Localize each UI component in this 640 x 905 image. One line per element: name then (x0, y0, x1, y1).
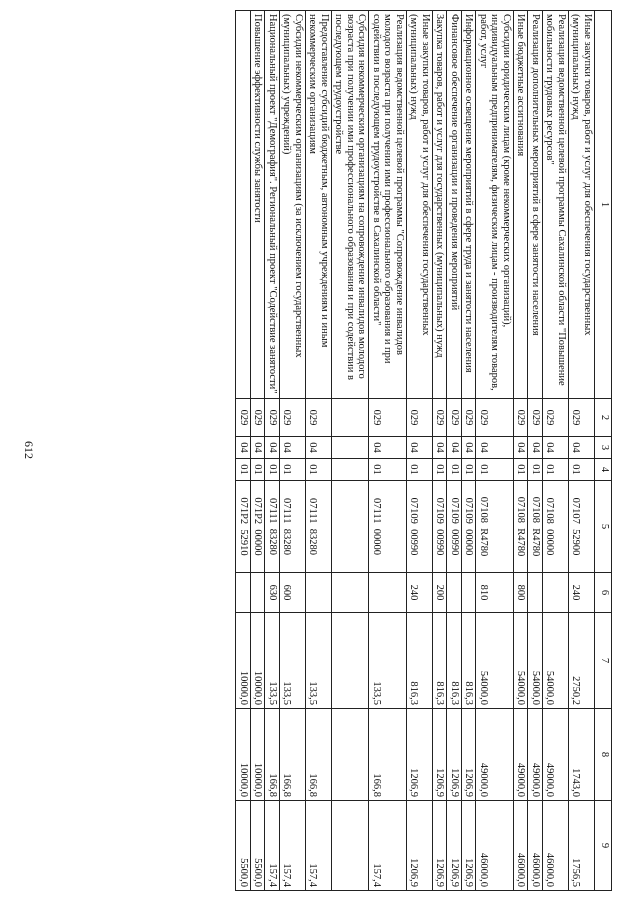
amount-year-1: 54000,0 (476, 613, 514, 709)
column-header: 8 (595, 709, 612, 801)
target-article-code: 07111 00000 (369, 481, 407, 573)
amount-year-1: 133,5 (306, 613, 332, 709)
subsection-code: 01 (265, 459, 280, 481)
expense-type-code (528, 573, 543, 613)
amount-year-3: 46000,0 (528, 801, 543, 891)
target-article-code: 07107 52900 (569, 481, 595, 573)
table-row (251, 11, 266, 891)
ministry-code: 029 (447, 399, 462, 437)
table-row (462, 11, 477, 891)
section-code (332, 437, 370, 459)
section-code: 04 (251, 437, 266, 459)
section-code: 04 (265, 437, 280, 459)
section-code: 04 (447, 437, 462, 459)
table-row (369, 11, 407, 891)
amount-year-1: 816,3 (433, 613, 448, 709)
row-name: Национальный проект "Демография". Региональный проект "Содействие занятости" (265, 11, 280, 399)
subsection-code: 01 (236, 459, 251, 481)
table-row (433, 11, 448, 891)
table-row (306, 11, 332, 891)
amount-year-1: 54000,0 (543, 613, 569, 709)
table-row (236, 11, 251, 891)
row-name (236, 11, 251, 399)
column-header: 7 (595, 613, 612, 709)
subsection-code: 01 (433, 459, 448, 481)
expense-type-code (306, 573, 332, 613)
ministry-code: 029 (306, 399, 332, 437)
row-name: Финансовое обеспечение организации и проведения мероприятий (447, 11, 462, 399)
row-name: Информационное освещение мероприятий в сфере труда и занятости населения (462, 11, 477, 399)
ministry-code: 029 (407, 399, 433, 437)
amount-year-1: 2750,2 (569, 613, 595, 709)
column-header: 4 (595, 459, 612, 481)
subsection-code: 01 (447, 459, 462, 481)
section-code: 04 (476, 437, 514, 459)
subsection-code: 01 (407, 459, 433, 481)
amount-year-2: 166,8 (306, 709, 332, 801)
ministry-code: 029 (369, 399, 407, 437)
table-row (332, 11, 370, 891)
expense-type-code: 800 (514, 573, 529, 613)
target-article-code: 07111 83280 (265, 481, 280, 573)
row-name: Повышение эффективности службы занятости (251, 11, 266, 399)
section-code: 04 (514, 437, 529, 459)
ministry-code: 029 (251, 399, 266, 437)
expense-type-code: 630 (265, 573, 280, 613)
section-code: 04 (236, 437, 251, 459)
table-row (528, 11, 543, 891)
expense-type-code (447, 573, 462, 613)
subsection-code: 01 (543, 459, 569, 481)
target-article-code: 07109 00990 (407, 481, 433, 573)
amount-year-1: 816,3 (447, 613, 462, 709)
amount-year-2: 1206,9 (407, 709, 433, 801)
amount-year-3: 1206,9 (433, 801, 448, 891)
amount-year-1: 54000,0 (514, 613, 529, 709)
amount-year-1: 133,5 (369, 613, 407, 709)
ministry-code: 029 (569, 399, 595, 437)
row-name: Субсидии некоммерческим организациям (за исключением государственных (муниципальных) учреждений) (280, 11, 306, 399)
row-name: Иные бюджетные ассигнования (514, 11, 529, 399)
ministry-code: 029 (236, 399, 251, 437)
column-header: 6 (595, 573, 612, 613)
amount-year-3: 157,4 (369, 801, 407, 891)
column-header: 9 (595, 801, 612, 891)
amount-year-2: 10000,0 (236, 709, 251, 801)
amount-year-3: 157,4 (306, 801, 332, 891)
table-row (447, 11, 462, 891)
table-row (569, 11, 595, 891)
amount-year-2: 49000,0 (543, 709, 569, 801)
expense-type-code (369, 573, 407, 613)
column-header: 1 (595, 11, 612, 399)
subsection-code: 01 (569, 459, 595, 481)
amount-year-3: 46000,0 (476, 801, 514, 891)
amount-year-2: 166,8 (265, 709, 280, 801)
target-article-code: 07109 00990 (433, 481, 448, 573)
expense-type-code (251, 573, 266, 613)
section-code: 04 (462, 437, 477, 459)
amount-year-2: 1206,9 (447, 709, 462, 801)
subsection-code: 01 (369, 459, 407, 481)
amount-year-1: 816,3 (462, 613, 477, 709)
ministry-code: 029 (543, 399, 569, 437)
table-row (407, 11, 433, 891)
table-row (476, 11, 514, 891)
row-name: Реализация дополнительных мероприятий в сфере занятости населения (528, 11, 543, 399)
row-name: Предоставление субсидий бюджетным, автономным учреждениям и иным некоммерческим организациям (306, 11, 332, 399)
amount-year-2: 166,8 (369, 709, 407, 801)
amount-year-2 (332, 709, 370, 801)
ministry-code: 029 (280, 399, 306, 437)
expense-type-code: 600 (280, 573, 306, 613)
section-code: 04 (407, 437, 433, 459)
amount-year-2: 49000,0 (476, 709, 514, 801)
expense-type-code: 200 (433, 573, 448, 613)
target-article-code: 07111 83280 (306, 481, 332, 573)
amount-year-2: 1206,9 (433, 709, 448, 801)
amount-year-1: 10000,0 (236, 613, 251, 709)
target-article-code: 07108 R4780 (514, 481, 529, 573)
amount-year-1: 133,5 (280, 613, 306, 709)
amount-year-3: 5500,0 (251, 801, 266, 891)
amount-year-3: 5500,0 (236, 801, 251, 891)
table-row (514, 11, 529, 891)
amount-year-2: 49000,0 (528, 709, 543, 801)
expense-type-code (236, 573, 251, 613)
subsection-code: 01 (280, 459, 306, 481)
column-header: 2 (595, 399, 612, 437)
amount-year-1: 133,5 (265, 613, 280, 709)
target-article-code: 07111 83280 (280, 481, 306, 573)
section-code: 04 (433, 437, 448, 459)
expense-type-code: 240 (569, 573, 595, 613)
expense-type-code: 240 (407, 573, 433, 613)
amount-year-2: 49000,0 (514, 709, 529, 801)
column-header: 5 (595, 481, 612, 573)
row-name: Закупка товаров, работ и услуг для государственных (муниципальных) нужд (433, 11, 448, 399)
table-row (543, 11, 569, 891)
budget-table (236, 10, 613, 891)
section-code: 04 (369, 437, 407, 459)
page-number: 612 (22, 441, 36, 459)
ministry-code: 029 (462, 399, 477, 437)
target-article-code: 07109 00990 (447, 481, 462, 573)
subsection-code: 01 (514, 459, 529, 481)
target-article-code: 071P2 52910 (236, 481, 251, 573)
row-name: Иные закупки товаров, работ и услуг для обеспечения государственных (муниципальных) нужд (407, 11, 433, 399)
target-article-code: 07108 R4780 (476, 481, 514, 573)
amount-year-3: 1756,5 (569, 801, 595, 891)
ministry-code: 029 (514, 399, 529, 437)
subsection-code: 01 (528, 459, 543, 481)
amount-year-1: 816,3 (407, 613, 433, 709)
subsection-code: 01 (306, 459, 332, 481)
subsection-code: 01 (476, 459, 514, 481)
ministry-code: 029 (433, 399, 448, 437)
amount-year-3 (332, 801, 370, 891)
target-article-code: 07109 00000 (462, 481, 477, 573)
subsection-code (332, 459, 370, 481)
table-row (280, 11, 306, 891)
target-article-code: 07108 R4780 (528, 481, 543, 573)
section-code: 04 (528, 437, 543, 459)
target-article-code: 07108 00000 (543, 481, 569, 573)
section-code: 04 (280, 437, 306, 459)
amount-year-3: 157,4 (280, 801, 306, 891)
row-name: Субсидии юридическим лицам (кроме некоммерческих организаций), индивидуальным предпринимателям, физическим лицам - производителям товаров, работ, услуг (476, 11, 514, 399)
amount-year-3: 46000,0 (514, 801, 529, 891)
amount-year-3: 1206,9 (462, 801, 477, 891)
subsection-code: 01 (462, 459, 477, 481)
amount-year-1: 10000,0 (251, 613, 266, 709)
amount-year-2: 1743,0 (569, 709, 595, 801)
section-code: 04 (543, 437, 569, 459)
expense-type-code (332, 573, 370, 613)
row-name: Субсидия некоммерческим организациям на сопровождение инвалидов молодого возраста при получении ими профессионального образования и при содействии в последующем трудоустройстве (332, 11, 370, 399)
column-header: 3 (595, 437, 612, 459)
section-code: 04 (306, 437, 332, 459)
ministry-code: 029 (528, 399, 543, 437)
row-name: Иные закупки товаров, работ и услуг для обеспечения государственных (муниципальных) нужд (569, 11, 595, 399)
amount-year-1 (332, 613, 370, 709)
target-article-code: 071P2 00000 (251, 481, 266, 573)
expense-type-code (462, 573, 477, 613)
ministry-code (332, 399, 370, 437)
row-name: Реализация ведомственной целевой программы "Сопровождение инвалидов молодого возраста при получении ими профессионального образования и при содействии в последующем трудоустройстве в Сахалинской области" (369, 11, 407, 399)
ministry-code: 029 (265, 399, 280, 437)
expense-type-code: 810 (476, 573, 514, 613)
expense-type-code (543, 573, 569, 613)
table-row (265, 11, 280, 891)
amount-year-3: 1206,9 (447, 801, 462, 891)
amount-year-3: 46000,0 (543, 801, 569, 891)
header-row (595, 11, 612, 891)
amount-year-1: 54000,0 (528, 613, 543, 709)
amount-year-2: 166,8 (280, 709, 306, 801)
amount-year-2: 1206,9 (462, 709, 477, 801)
amount-year-2: 10000,0 (251, 709, 266, 801)
section-code: 04 (569, 437, 595, 459)
subsection-code: 01 (251, 459, 266, 481)
target-article-code (332, 481, 370, 573)
row-name: Реализация ведомственной целевой программы Сахалинской области "Повышение мобильности трудовых ресурсов" (543, 11, 569, 399)
ministry-code: 029 (476, 399, 514, 437)
amount-year-3: 1206,9 (407, 801, 433, 891)
amount-year-3: 157,4 (265, 801, 280, 891)
